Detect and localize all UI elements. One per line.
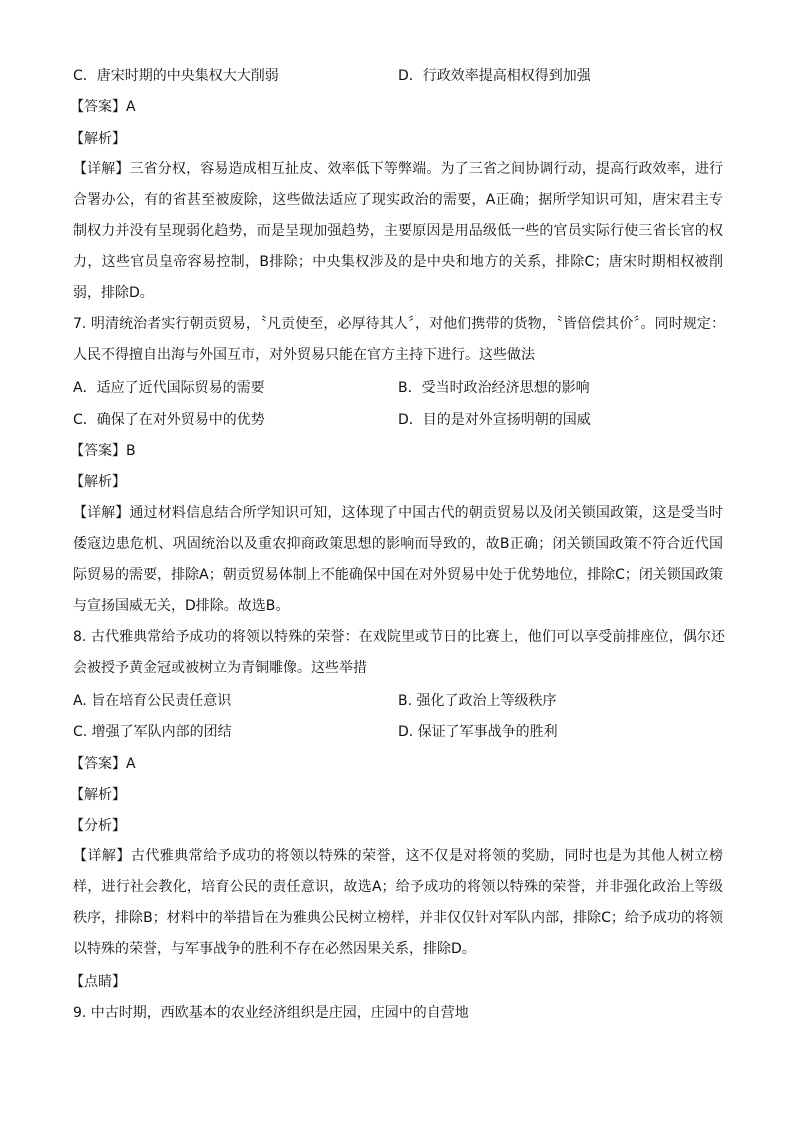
q8-analysis-heading: 【解析】 [70,787,126,803]
q7-stem: 7. 明清统治者实行朝贡贸易，〝凡贡使至，必厚待其人〞，对他们携带的货物，〝皆倍偿其价〞。同时规定：人民不得擅自出海与外国互市，对外贸易只能在官方主持下进行。这些做法 [73,316,725,363]
q8-option-a: A. 旨在培育公民责任意识 [73,693,232,709]
q7-option-d: D．目的是对外宣扬明朝的国威 [398,412,591,428]
q7-answer: 【答案】B [70,443,136,459]
q7-option-c: C．确保了在对外贸易中的优势 [73,412,265,428]
q6-option-c: C．唐宋时期的中央集权大大削弱 [73,68,279,84]
q6-analysis-heading: 【解析】 [70,131,126,147]
q8-stem: 8. 古代雅典常给予成功的将领以特殊的荣誉：在戏院里或节日的比赛上，他们可以享受前排座位，偶尔还会被授予黄金冠或被树立为青铜雕像。这些举措 [73,629,725,676]
q8-option-c: C. 增强了军队内部的团结 [73,724,232,740]
q7-analysis-heading: 【解析】 [70,474,126,490]
q8-detail: 【详解】古代雅典常给予成功的将领以特殊的荣誉，这不仅是对将领的奖励，同时也是为其他人树立榜样，进行社会教化，培育公民的责任意识，故选A；给予成功的将领以特殊的荣誉，并非强化政治上等级秩序，排除B；材料中的举措旨在为雅典公民树立榜样，并非仅仅针对军队内部，排除C；给予成功的将领以特殊的荣誉，与军事战争的胜利不存在必然因果关系，排除D。 [73,848,723,957]
q6-detail: 【详解】三省分权，容易造成相互扯皮、效率低下等弊端。为了三省之间协调行动，提高行政效率，进行合署办公，有的省甚至被废除，这些做法适应了现实政治的需要，A正确；据所学知识可知，唐宋君主专制权力并没有呈现弱化趋势，而是呈现加强趋势，主要原因是用品级低一些的官员实际行使三省长官的权力，这些官员皇帝容易控制，B排除；中央集权涉及的是中央和地方的关系，排除C；唐宋时期相权被削弱，排除D。 [73,161,723,301]
q8-dianjing-heading: 【点睛】 [70,974,126,990]
q7-option-b: B．受当时政治经济思想的影响 [398,380,590,396]
q8-option-b: B. 强化了政治上等级秩序 [398,693,557,709]
q8-fenxi-heading: 【分析】 [70,818,126,834]
q7-detail: 【详解】通过材料信息结合所学知识可知，这体现了中国古代的朝贡贸易以及闭关锁国政策，这是受当时倭寇边患危机、巩固统治以及重农抑商政策思想的影响而导致的，故B正确；闭关锁国政策不符合近代国际贸易的需要，排除A；朝贡贸易体制上不能确保中国在对外贸易中处于优势地位，排除C；闭关锁国政策与宣扬国威无关，D排除。故选B。 [73,505,723,614]
q9-stem: 9. 中古时期，西欧基本的农业经济组织是庄园，庄园中的自营地 [73,1005,469,1021]
q7-option-a: A．适应了近代国际贸易的需要 [73,380,265,396]
q6-answer: 【答案】A [70,99,136,115]
q8-option-d: D. 保证了军事战争的胜利 [398,724,558,740]
q8-answer: 【答案】A [70,756,136,772]
q6-option-d: D．行政效率提高相权得到加强 [398,68,591,84]
